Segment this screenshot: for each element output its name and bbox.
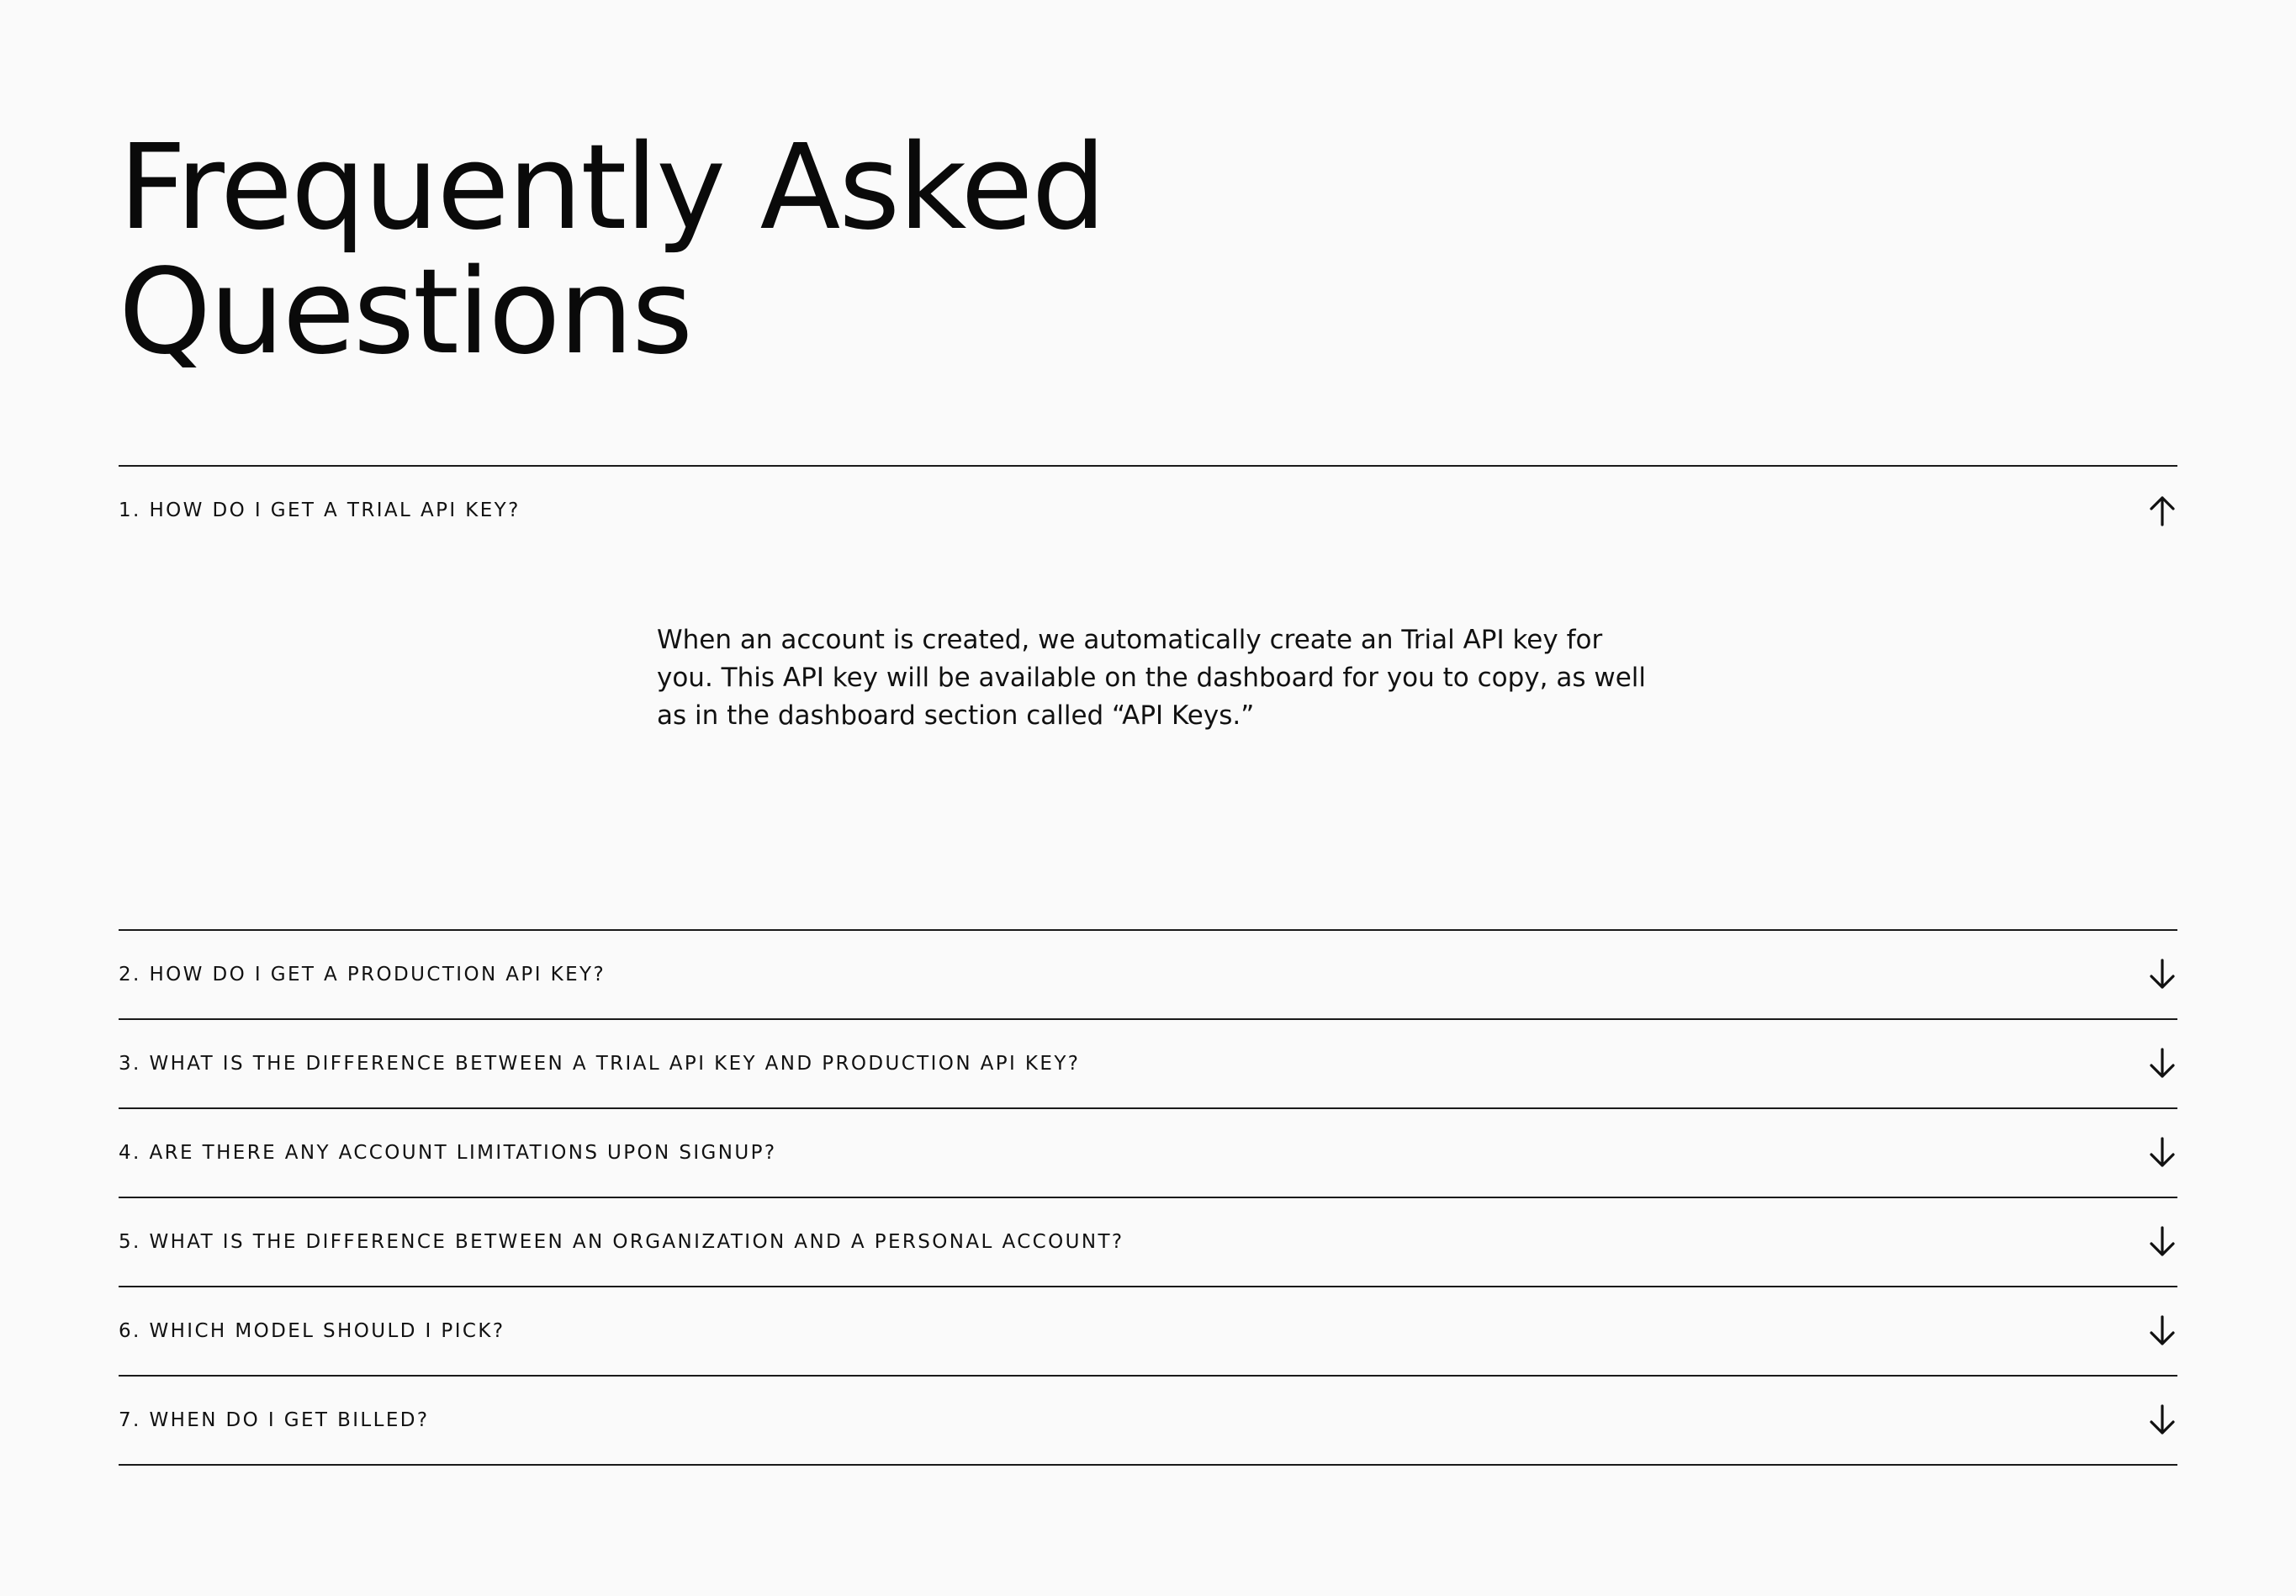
- faq-item-3: [119, 1020, 2177, 1109]
- faq-accordion: [119, 465, 2177, 1466]
- faq-item-7-toggle[interactable]: [119, 1377, 2177, 1464]
- faq-item-3-toggle[interactable]: [119, 1020, 2177, 1107]
- arrow-down-icon[interactable]: [2147, 1225, 2177, 1259]
- page-title-line-2: Questions: [119, 244, 692, 381]
- faq-question: 5. WHAT IS THE DIFFERENCE BETWEEN AN ORGANIZATION AND A PERSONAL ACCOUNT?: [119, 1231, 1124, 1253]
- faq-item-1-toggle[interactable]: [119, 467, 2177, 554]
- arrow-down-icon[interactable]: [2147, 958, 2177, 991]
- faq-question: 3. WHAT IS THE DIFFERENCE BETWEEN A TRIAL API KEY AND PRODUCTION API KEY?: [119, 1053, 1081, 1075]
- faq-item-2-toggle[interactable]: [119, 931, 2177, 1018]
- arrow-down-icon[interactable]: [2147, 1314, 2177, 1348]
- arrow-down-icon[interactable]: [2147, 1403, 2177, 1437]
- page-title: [119, 119, 1105, 381]
- faq-item-7: [119, 1377, 2177, 1466]
- faq-item-4: [119, 1109, 2177, 1198]
- faq-item-6: [119, 1287, 2177, 1377]
- faq-answer: When an account is created, we automatically create an Trial API key for you. This API key will be available on the dashboard for you to copy, as well as in the dashboard section called “API Keys.”: [657, 625, 1647, 731]
- faq-item-1: [119, 467, 2177, 931]
- faq-question: 2. HOW DO I GET A PRODUCTION API KEY?: [119, 964, 606, 986]
- faq-item-4-toggle[interactable]: [119, 1109, 2177, 1197]
- faq-question: 1. HOW DO I GET A TRIAL API KEY?: [119, 499, 521, 521]
- arrow-down-icon[interactable]: [2147, 1136, 2177, 1170]
- faq-question: 7. WHEN DO I GET BILLED?: [119, 1409, 430, 1431]
- arrow-up-icon[interactable]: [2147, 494, 2177, 527]
- faq-item-2: [119, 931, 2177, 1020]
- faq-item-5: [119, 1198, 2177, 1287]
- arrow-down-icon[interactable]: [2147, 1047, 2177, 1081]
- faq-item-6-toggle[interactable]: [119, 1287, 2177, 1375]
- faq-item-5-toggle[interactable]: [119, 1198, 2177, 1286]
- faq-question: 4. ARE THERE ANY ACCOUNT LIMITATIONS UPON SIGNUP?: [119, 1142, 777, 1164]
- faq-answer-panel: [119, 554, 2177, 929]
- page-title-line-1: Frequently Asked: [119, 119, 1105, 256]
- faq-question: 6. WHICH MODEL SHOULD I PICK?: [119, 1320, 505, 1342]
